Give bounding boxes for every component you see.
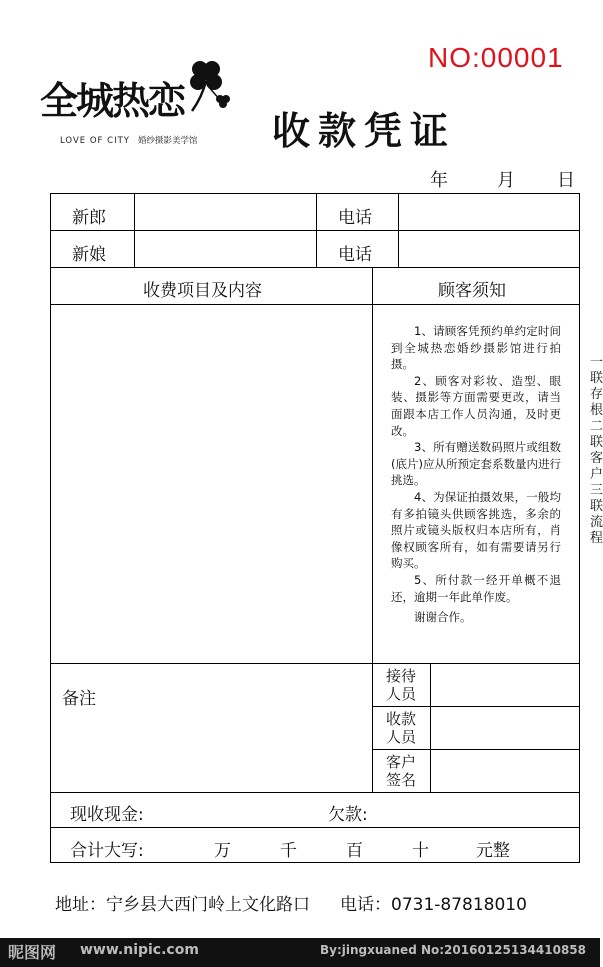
items-content-area[interactable] (51, 305, 371, 662)
yuan-label: 元整 (476, 841, 510, 861)
logo-subtitle: LOVE OF CITY 婚纱摄影美学馆 (60, 136, 198, 146)
logo-text: 全城热恋 (40, 79, 185, 123)
groom-phone-field[interactable] (399, 194, 579, 229)
notice-item-4: 4、为保证拍摄效果，一般均有多拍镜头供顾客挑选，多余的照片或镜头版权归本店所有，肖像权顾客所有，如有需要请另行购买。 (391, 489, 561, 571)
notice-item-5: 5、所付款一经开单概不退还，逾期一年此单作废。 (391, 572, 561, 604)
side-copy-labels: 一联存根二联客户三联流程 (590, 355, 603, 546)
cashier-label: 收款 人员 (386, 710, 417, 746)
cashier-field[interactable] (431, 707, 579, 748)
qian-label: 千 (280, 841, 297, 861)
remarks-label: 备注 (62, 689, 96, 709)
signature-field[interactable] (431, 750, 579, 791)
date-month-label: 月 (497, 170, 515, 191)
remarks-field[interactable] (51, 704, 371, 790)
notice-thanks: 谢谢合作。 (414, 610, 472, 625)
notice-item-3: 3、所有赠送数码照片或组数(底片)应从所预定套系数量内进行挑选。 (391, 440, 561, 488)
bride-phone-field[interactable] (399, 231, 579, 266)
notice-item-2: 2、顾客对彩妆、造型、眼装、摄影等方面需要更改，请当面跟本店工作人员沟通，及时更改。 (391, 373, 561, 438)
receptionist-label: 接待 人员 (386, 667, 417, 703)
watermark-id: By:jingxuaned No:20160125134410858 (320, 943, 586, 957)
cash-label: 现收现金: (70, 805, 144, 825)
wan-label: 万 (214, 841, 231, 861)
bride-label: 新娘 (72, 245, 106, 265)
page-title: 收款凭证 (272, 108, 457, 153)
watermark-logo: 昵图网 (8, 943, 57, 962)
owed-label: 欠款: (328, 805, 368, 825)
shi-label: 十 (412, 841, 429, 861)
bai-label: 百 (346, 841, 363, 861)
notice-header: 顾客须知 (438, 281, 506, 301)
address-line: 地址：宁乡县大西门岭上文化路口 电话：0731-87818010 (55, 895, 527, 915)
watermark-url: www.nipic.com (80, 942, 199, 958)
clover-logo-icon (180, 55, 232, 115)
notice-item-1: 1、请顾客凭预约单约定时间到全城热恋婚纱摄影馆进行拍摄。 (391, 324, 561, 372)
items-header: 收费项目及内容 (143, 281, 262, 301)
bride-phone-label: 电话 (338, 245, 372, 265)
customer-notice (391, 323, 561, 626)
bride-name-field[interactable] (135, 231, 315, 266)
groom-label: 新郎 (72, 208, 106, 228)
groom-name-field[interactable] (135, 194, 315, 229)
date-day-label: 日 (557, 170, 575, 191)
receptionist-field[interactable] (431, 664, 579, 705)
groom-phone-label: 电话 (338, 208, 372, 228)
phone-number: 电话：0731-87818010 (340, 895, 527, 915)
total-label: 合计大写: (70, 841, 144, 861)
serial-number: NO:00001 (428, 42, 564, 73)
date-year-label: 年 (430, 170, 448, 191)
signature-label: 客户 签名 (386, 753, 417, 789)
